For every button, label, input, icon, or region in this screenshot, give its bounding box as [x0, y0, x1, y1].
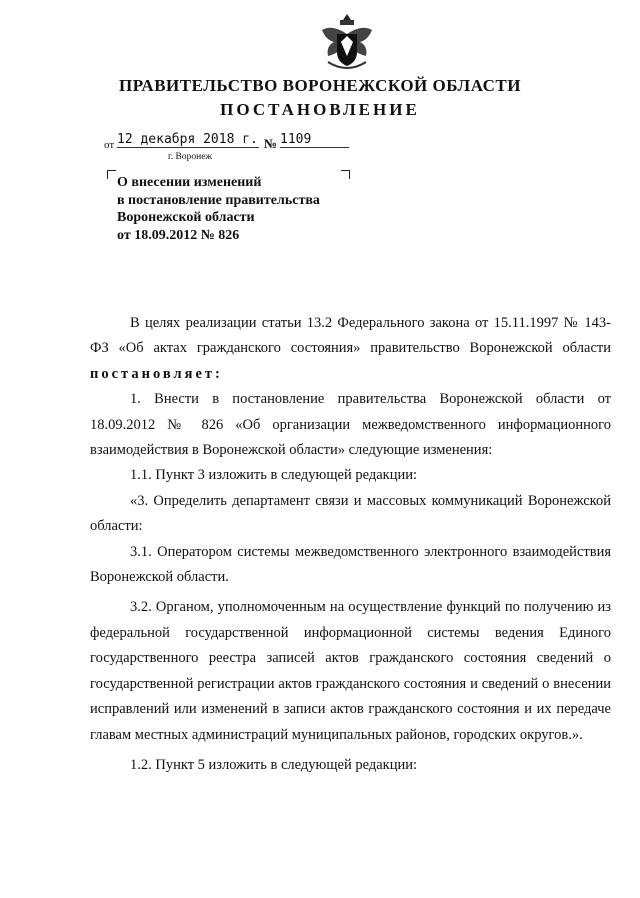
number-label: №	[264, 136, 278, 151]
document-number: 1109	[280, 132, 349, 148]
subject-block	[117, 174, 320, 244]
paragraph-item-3-1: 3.1. Оператором системы межведомственного электронного взаимодействия Воронежской области.	[90, 543, 611, 586]
subject-bracket-right	[341, 170, 350, 179]
organization-name: ПРАВИТЕЛЬСТВО ВОРОНЕЖСКОЙ ОБЛАСТИ	[118, 76, 521, 95]
document-body	[90, 311, 611, 778]
decree-word: постановляет:	[90, 365, 223, 382]
city: г. Воронеж	[167, 152, 213, 162]
subject-bracket-left	[107, 170, 116, 179]
paragraph-item-3: «3. Определить департамент связи и массовых коммуникаций Воронежской области:	[90, 492, 611, 535]
subject-line: от 18.09.2012 № 826	[117, 227, 240, 243]
paragraph-item-3-2: 3.2. Органом, уполномоченным на осуществление функций по получению из федеральной государственной информационной системы ведения Единого государственного реестра записей актов гражданского состояния сведений о государственной регистрации актов гражданского состояния и сведений о внесении исправлений или изменений в записи актов гражданского состояния и их передаче главам местных администраций муниципальных районов, городских округов.».	[90, 599, 611, 743]
date-prefix: от	[104, 139, 115, 151]
document-date: 12 декабря 2018 г.	[117, 132, 258, 147]
paragraph-item-1-1: 1.1. Пункт 3 изложить в следующей редакции:	[130, 467, 418, 484]
coat-of-arms-icon	[318, 12, 376, 76]
paragraph-item-1: 1. Внести в постановление правительства Воронежской области от 18.09.2012 № 826 «Об организации межведомственного информационного взаимодействия в Воронежской области» следующие изменения:	[90, 391, 611, 459]
document-type: ПОСТАНОВЛЕНИЕ	[220, 100, 420, 119]
subject-line: Воронежской области	[117, 210, 255, 225]
subject-line: в постановление правительства	[117, 192, 320, 208]
subject-line: О внесении изменений	[117, 175, 262, 190]
paragraph-item-1-2: 1.2. Пункт 5 изложить в следующей редакции:	[130, 756, 418, 773]
paragraph-preamble	[90, 311, 611, 387]
city-line	[0, 152, 640, 162]
preamble-text: В целях реализации статьи 13.2 Федерального закона от 15.11.1997 № 143-ФЗ «Об актах гражданского состояния» правительство Воронежской области	[90, 315, 611, 357]
